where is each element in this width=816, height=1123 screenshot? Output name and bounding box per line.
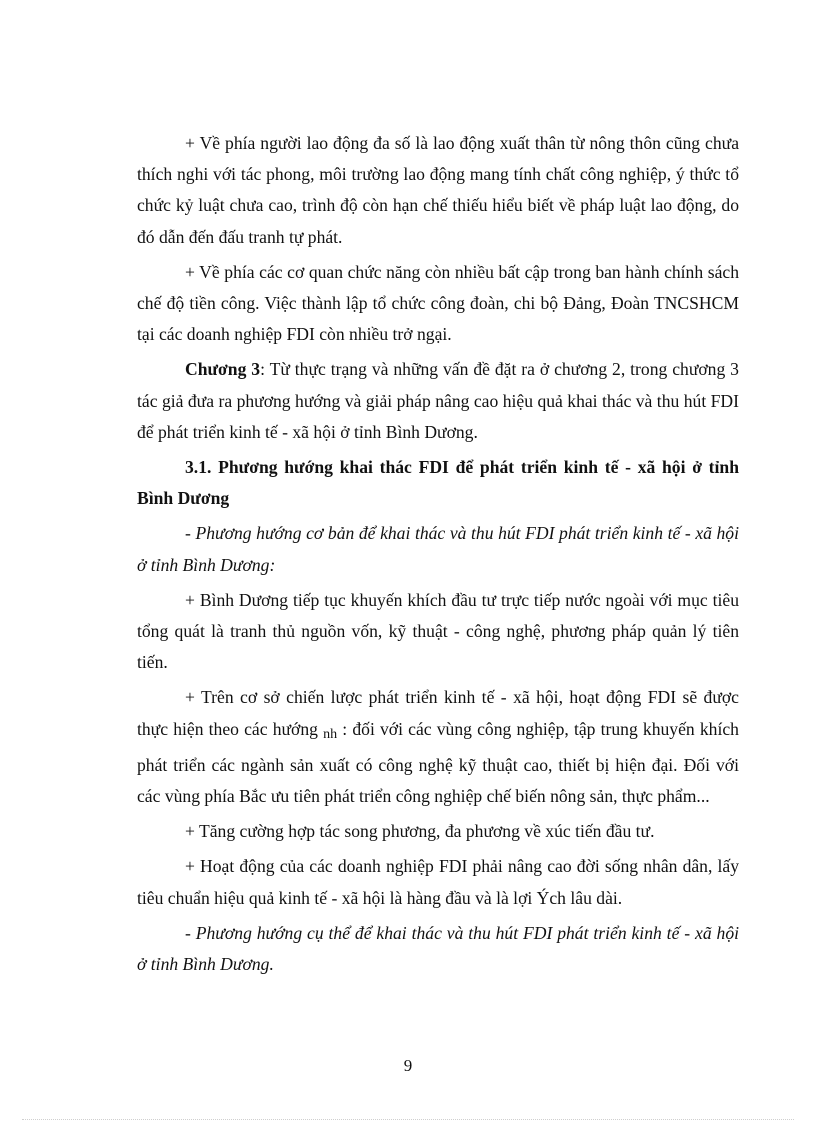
document-body	[137, 128, 739, 984]
page-number: 9	[403, 1056, 413, 1075]
paragraph-specific-direction: - Phương hướng cụ thể để khai thác và thu hút FDI phát triển kinh tế - xã hội ở tỉnh Bình Dương.	[137, 922, 739, 975]
chapter-3-text: : Từ thực trạng và những vấn đề đặt ra ở chương 2, trong chương 3 tác giả đưa ra phương hướng và giải pháp nâng cao hiệu quả khai thác và thu hút FDI để phát triển kinh tế - xã hội ở tỉnh Bình Dương.	[137, 359, 739, 442]
paragraph-agencies: + Về phía các cơ quan chức năng còn nhiều bất cập trong ban hành chính sách chế độ tiền công. Việc thành lập tổ chức công đoàn, chi bộ Đảng, Đoàn TNCSHCM tại các doanh nghiệp FDI còn nhiều trở ngại.	[137, 261, 739, 345]
strategy-subscript: nh	[323, 726, 338, 742]
paragraph-cooperation: + Tăng cường hợp tác song phương, đa phương về xúc tiến đầu tư.	[185, 821, 655, 842]
paragraph-strategy	[137, 682, 739, 812]
strategy-rest: : đối với các vùng công nghiệp, tập trung khuyến khích phát triển các ngành sản xuất có công nghệ kỹ thuật cao, thiết bị hiện đại. Đối với các vùng phía Bắc ưu tiên phát triển công nghiệp chế biến nông sản, thực phẩm...	[137, 718, 739, 807]
paragraph-basic-direction: - Phương hướng cơ bản để khai thác và thu hút FDI phát triển kinh tế - xã hội ở tỉnh Bình Dương:	[137, 523, 739, 575]
strategy-text: + Trên cơ sở chiến lược phát triển kinh tế - xã hội, hoạt động FDI sẽ được thực hiện theo các hướng	[137, 687, 739, 739]
chapter-3-lead: Chương 3	[185, 359, 261, 380]
paragraph-workers: + Về phía người lao động đa số là lao động xuất thân từ nông thôn cũng chưa thích nghi với tác phong, môi trường lao động mang tính chất công nghiệp, ý thức tổ chức kỷ luật chưa cao, trình độ còn hạn chế thiếu hiểu biết về pháp luật lao động, do đó dẫn đến đấu tranh tự phát.	[137, 133, 739, 247]
paragraph-fdi-enterprises: + Hoạt động của các doanh nghiệp FDI phải nâng cao đời sống nhân dân, lấy tiêu chuẩn hiệu quả kinh tế - xã hội là hàng đầu và là lợi Ých lâu dài.	[137, 856, 739, 908]
footer-divider	[22, 1119, 794, 1120]
paragraph-binh-duong-encourage: + Bình Dương tiếp tục khuyến khích đầu tư trực tiếp nước ngoài với mục tiêu tổng quát là tranh thủ nguồn vốn, kỹ thuật - công nghệ, phương pháp quản lý tiên tiến.	[137, 589, 739, 673]
section-heading-3-1: 3.1. Phương hướng khai thác FDI để phát triển kinh tế - xã hội ở tỉnh Bình Dương	[137, 457, 739, 509]
paragraph-chapter-3	[137, 354, 739, 448]
